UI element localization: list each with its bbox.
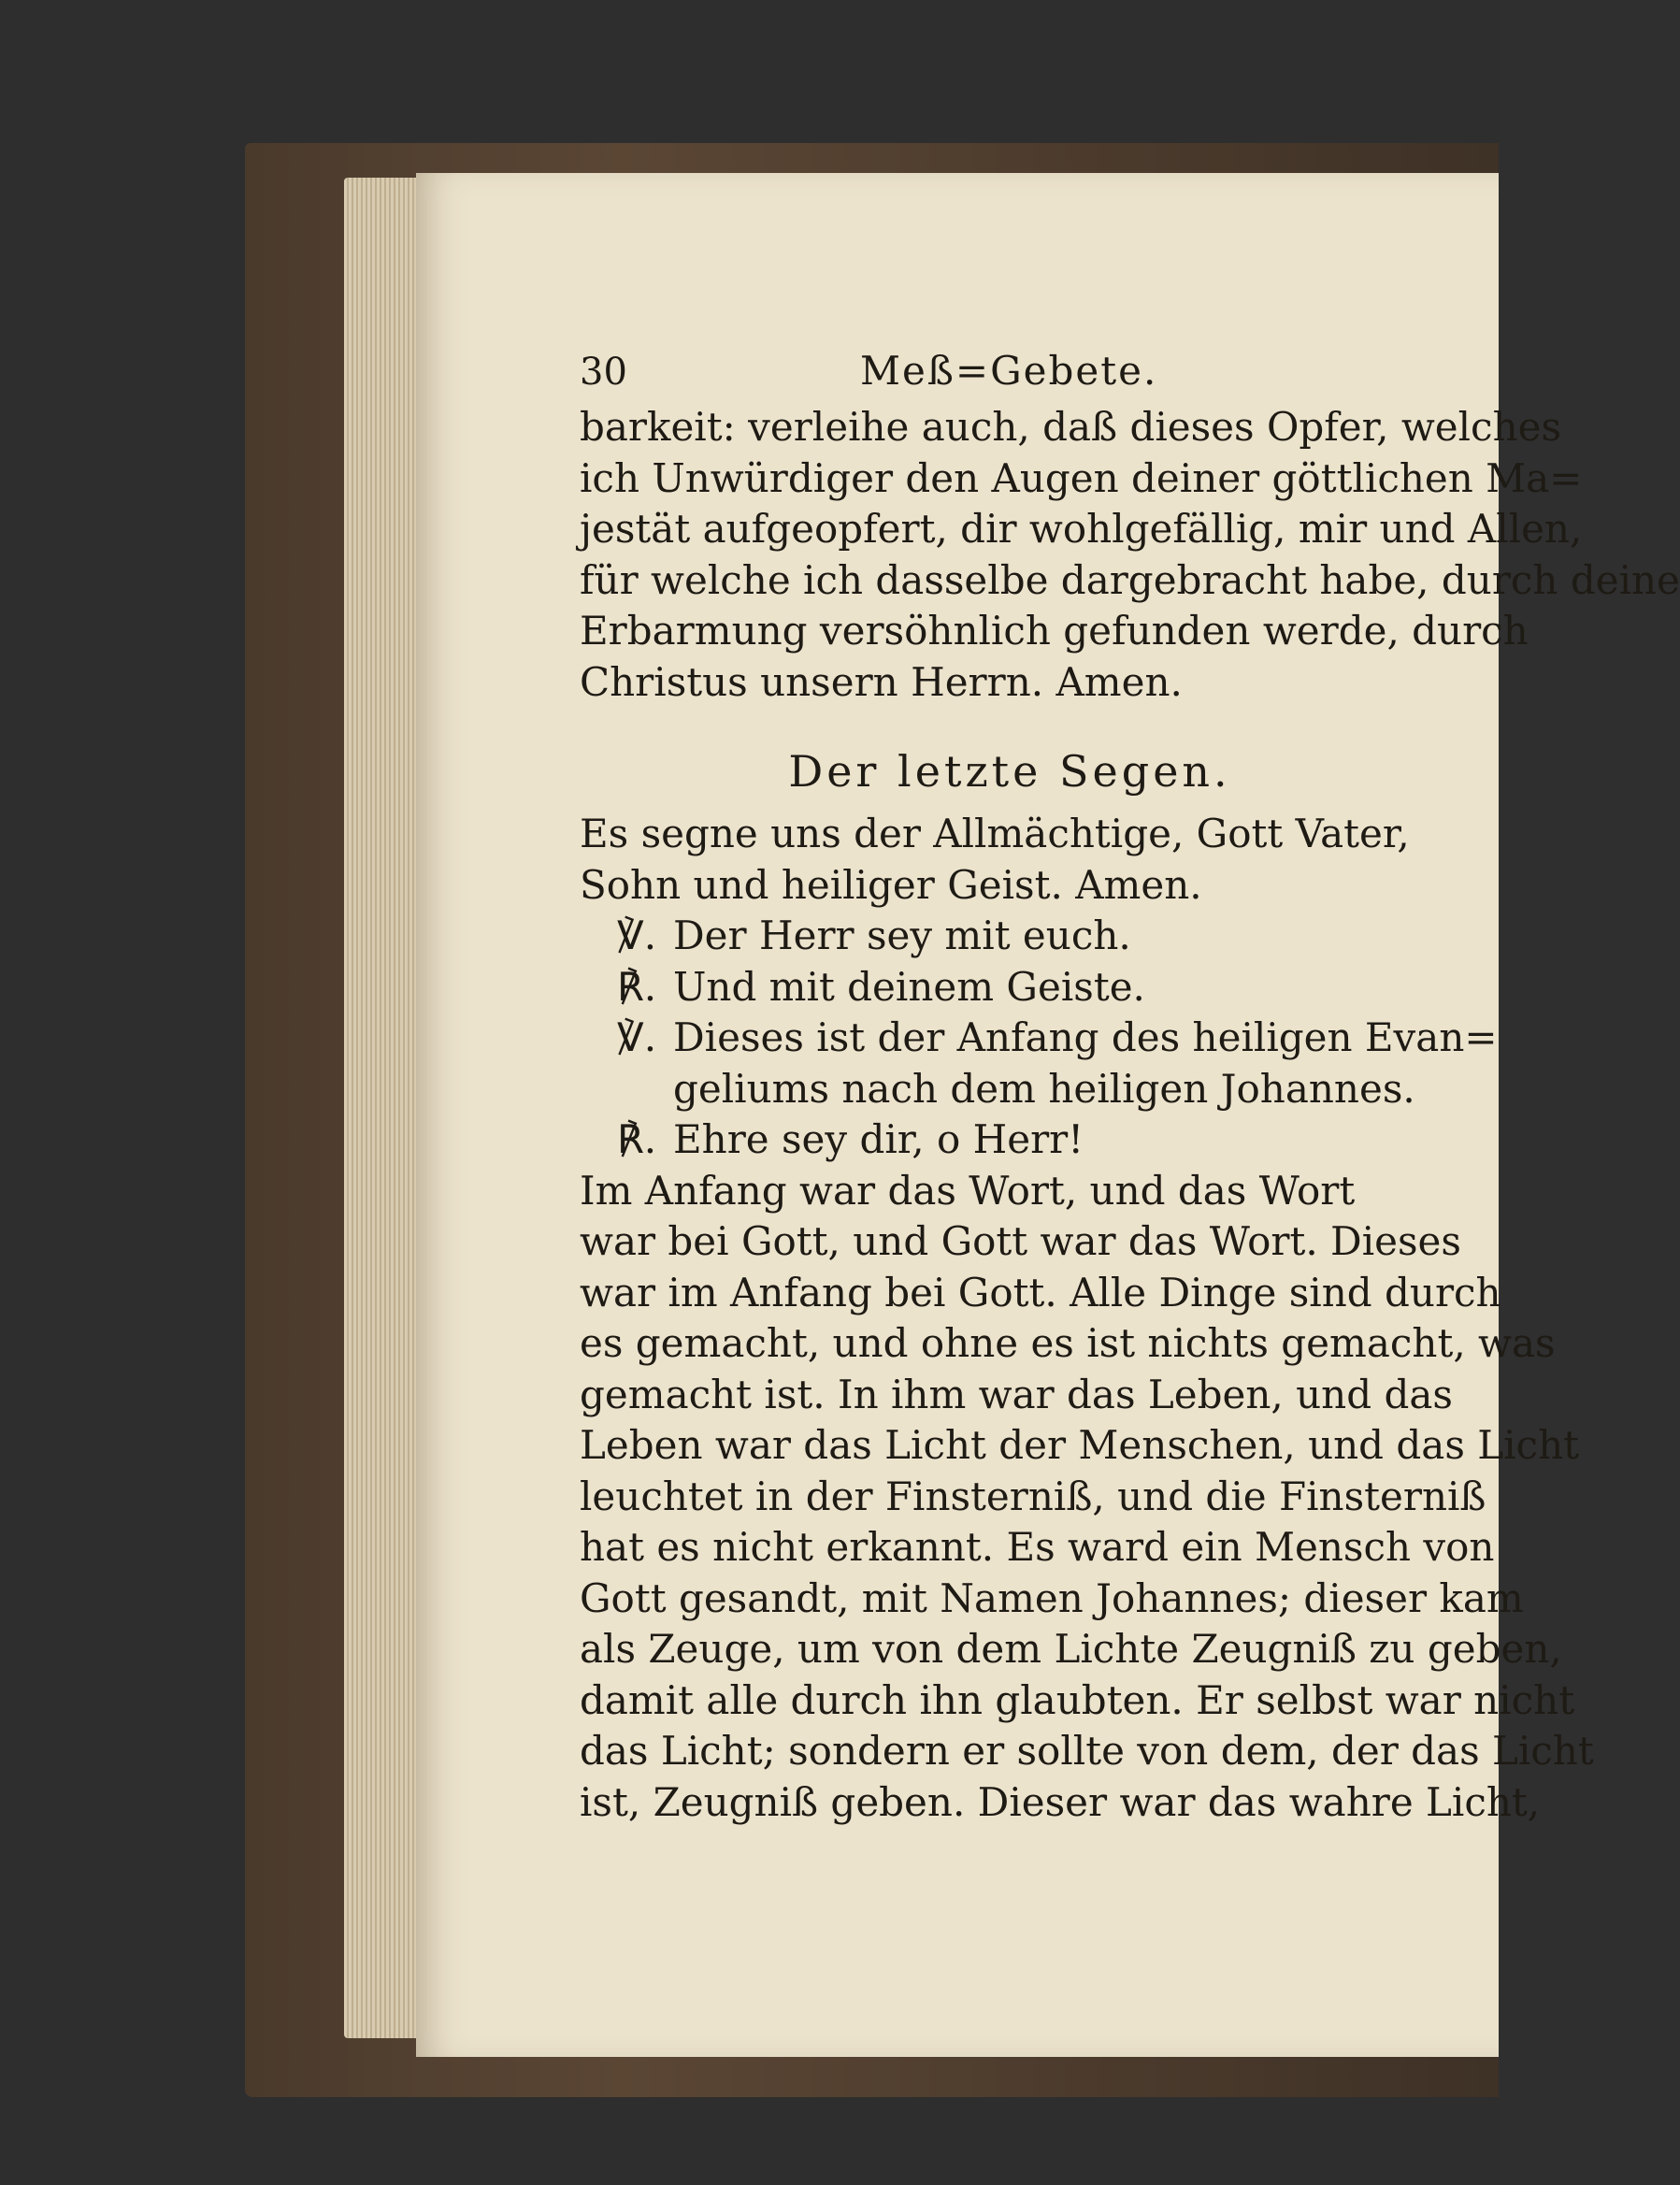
versicle-line <box>580 1013 1498 1114</box>
text-line: damit alle durch ihn glaubten. Er selbst war nicht <box>580 1676 1575 1723</box>
text-line: Gott gesandt, mit Namen Johannes; dieser kam <box>580 1574 1524 1621</box>
text-line: Leben war das Licht der Menschen, und das Licht <box>580 1422 1580 1468</box>
response-mark: ℟. <box>617 963 657 1010</box>
text-line: ich Unwürdiger den Augen deiner göttlichen Ma= <box>580 454 1583 501</box>
response-mark: ℟. <box>617 1116 657 1162</box>
blessing-paragraph <box>580 809 1440 911</box>
response-line <box>580 1114 1440 1166</box>
text-line: geliums nach dem heiligen Johannes. <box>673 1065 1415 1112</box>
text-line: Christus unsern Herrn. Amen. <box>580 658 1183 705</box>
versicle-mark: ℣. <box>617 1014 657 1060</box>
text-line: Im Anfang war das Wort, und das Wort <box>580 1167 1356 1214</box>
text-line: Es segne uns der Allmächtige, Gott Vater, <box>580 811 1410 856</box>
text-line: hat es nicht erkannt. Es ward ein Mensch von <box>580 1524 1495 1570</box>
versicle-text: Der Herr sey mit euch. <box>673 913 1131 958</box>
page-number: 30 <box>580 351 627 394</box>
text-line: leuchtet in der Finsterniß, und die Finsterniß <box>580 1473 1486 1519</box>
prayer-paragraph <box>580 402 1680 708</box>
response-text: Und mit deinem Geiste. <box>673 963 1145 1010</box>
text-line: Dieses ist der Anfang des heiligen Evan= <box>673 1014 1498 1060</box>
response-line <box>580 962 1440 1013</box>
running-head: Meß=Gebete. <box>860 348 1158 394</box>
text-line: als Zeuge, um von dem Lichte Zeugniß zu geben, <box>580 1626 1562 1672</box>
page-header <box>580 346 1440 402</box>
text-line: barkeit: verleihe auch, daß dieses Opfer, welches <box>580 404 1562 450</box>
versicle-line <box>580 911 1440 962</box>
text-line: das Licht; sondern er sollte von dem, der das Licht <box>580 1728 1594 1774</box>
versicle-text <box>673 1013 1498 1114</box>
versicle-mark: ℣. <box>617 913 657 958</box>
text-line: für welche ich dasselbe dargebracht habe, durch deine <box>580 556 1680 603</box>
text-line: jestät aufgeopfert, dir wohlgefällig, mir und Allen, <box>580 506 1583 552</box>
text-line: es gemacht, und ohne es ist nichts gemacht, was <box>580 1320 1556 1366</box>
text-line: war im Anfang bei Gott. Alle Dinge sind durch <box>580 1269 1501 1315</box>
text-line: Sohn und heiliger Geist. Amen. <box>580 861 1202 908</box>
gospel-paragraph <box>580 1166 1594 1829</box>
text-line: ist, Zeugniß geben. Dieser war das wahre Licht, <box>580 1778 1541 1825</box>
page-text <box>580 346 1680 1828</box>
text-line: war bei Gott, und Gott war das Wort. Dieses <box>580 1218 1461 1264</box>
response-text: Ehre sey dir, o Herr! <box>673 1116 1084 1162</box>
text-line: Erbarmung versöhnlich gefunden werde, durch <box>580 608 1529 654</box>
text-line: gemacht ist. In ihm war das Leben, und das <box>580 1371 1453 1417</box>
section-title: Der letzte Segen. <box>788 746 1231 797</box>
